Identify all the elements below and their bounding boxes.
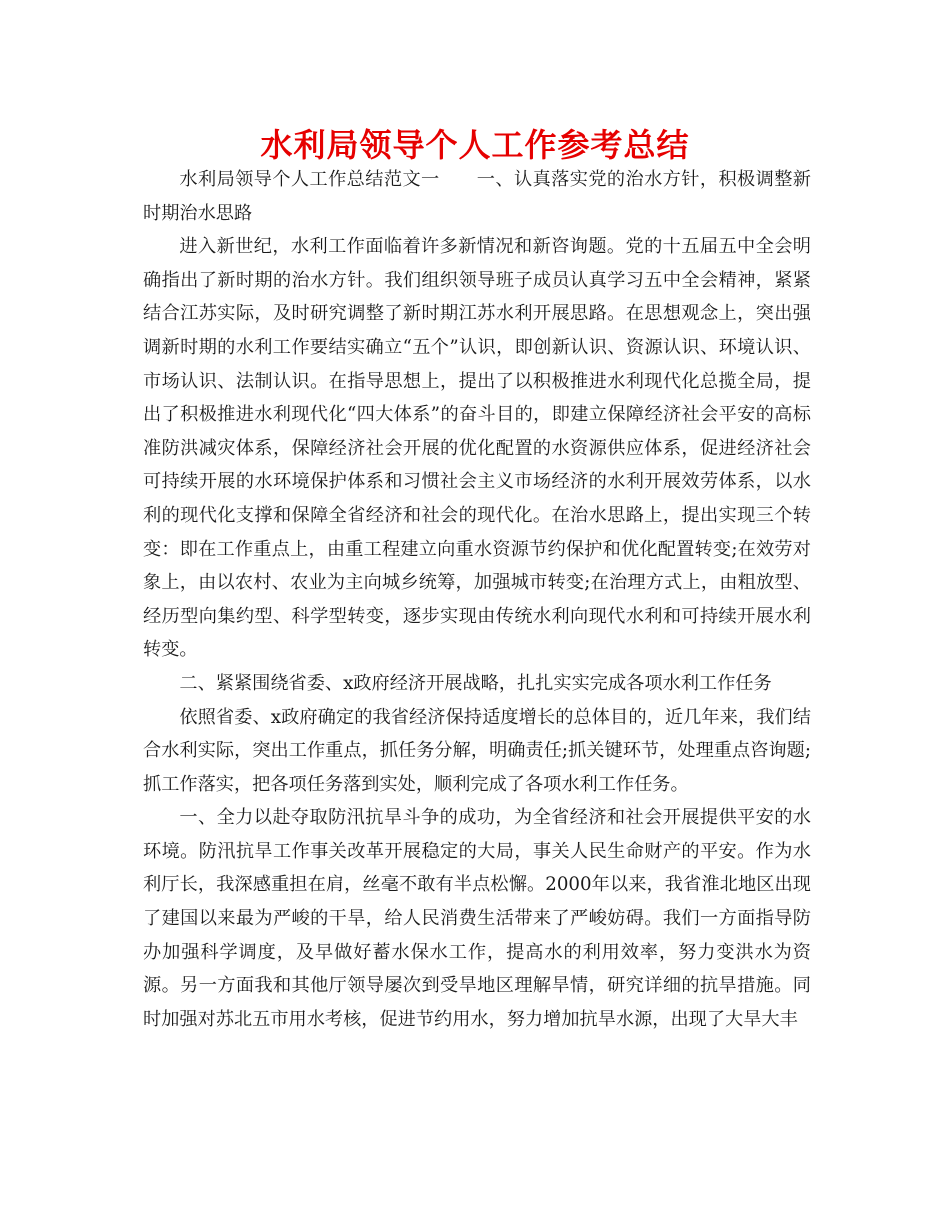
paragraph-intro: 水利局领导个人工作总结范文一 一、认真落实党的治水方针，积极调整新时期治水思路 bbox=[143, 169, 811, 224]
paragraph-section-two-body: 依照省委、x政府确定的我省经济保持适度增长的总体目的，近几年来，我们结合水利实际，突出工作重点，抓任务分解，明确责任;抓关键环节，处理重点咨询题;抓工作落实，把各项任务落到实处，顺利完成了各项水利工作任务。 bbox=[143, 706, 811, 795]
paragraph-flood-control: 一、全力以赴夺取防汛抗旱斗争的成功，为全省经济和社会开展提供平安的水环境。防汛抗旱工作事关改革开展稳定的大局，事关人民生命财产的平安。作为水利厅长，我深感重担在肩，丝毫不敢有半点松懈。2000年以来，我省淮北地区出现了建国以来最为严峻的干旱，给人民消费生活带来了严峻妨碍。我们一方面指导防办加强科学调度，及早做好蓄水保水工作，提高水的利用效率，努力变洪水为资源。另一方面我和其他厅领导屡次到受旱地区理解旱情，研究详细的抗旱措施。同时加强对苏北五市用水考核，促进节约用水，努力增加抗旱水源，出现了大旱大丰 bbox=[143, 807, 811, 1030]
document-body bbox=[143, 163, 811, 1036]
paragraph-new-century: 进入新世纪，水利工作面临着许多新情况和新咨询题。党的十五届五中全会明确指出了新时期的治水方针。我们组织领导班子成员认真学习五中全会精神，紧紧结合江苏实际，及时研究调整了新时期江苏水利开展思路。在思想观念上，突出强调新时期的水利工作要结实确立“五个”认识，即创新认识、资源认识、环境认识、市场认识、法制认识。在指导思想上，提出了以积极推进水利现代化总揽全局，提出了积极推进水利现代化“四大体系”的奋斗目的，即建立保障经济社会平安的高标准防洪减灾体系，保障经济社会开展的优化配置的水资源供应体系，促进经济社会可持续开展的水环境保护体系和习惯社会主义市场经济的水利开展效劳体系，以水利的现代化支撑和保障全省经济和社会的现代化。在治水思路上，提出实现三个转变：即在工作重点上，由重工程建立向重水资源节约保护和优化配置转变;在效劳对象上，由以农村、农业为主向城乡统筹，加强城市转变;在治理方式上，由粗放型、经历型向集约型、科学型转变，逐步实现由传统水利向现代水利和可持续开展水利转变。 bbox=[143, 236, 811, 661]
paragraph-section-two-heading: 二、紧紧围绕省委、x政府经济开展战略，扎扎实实完成各项水利工作任务 bbox=[179, 672, 772, 694]
document-title: 水利局领导个人工作参考总结 bbox=[260, 126, 690, 164]
